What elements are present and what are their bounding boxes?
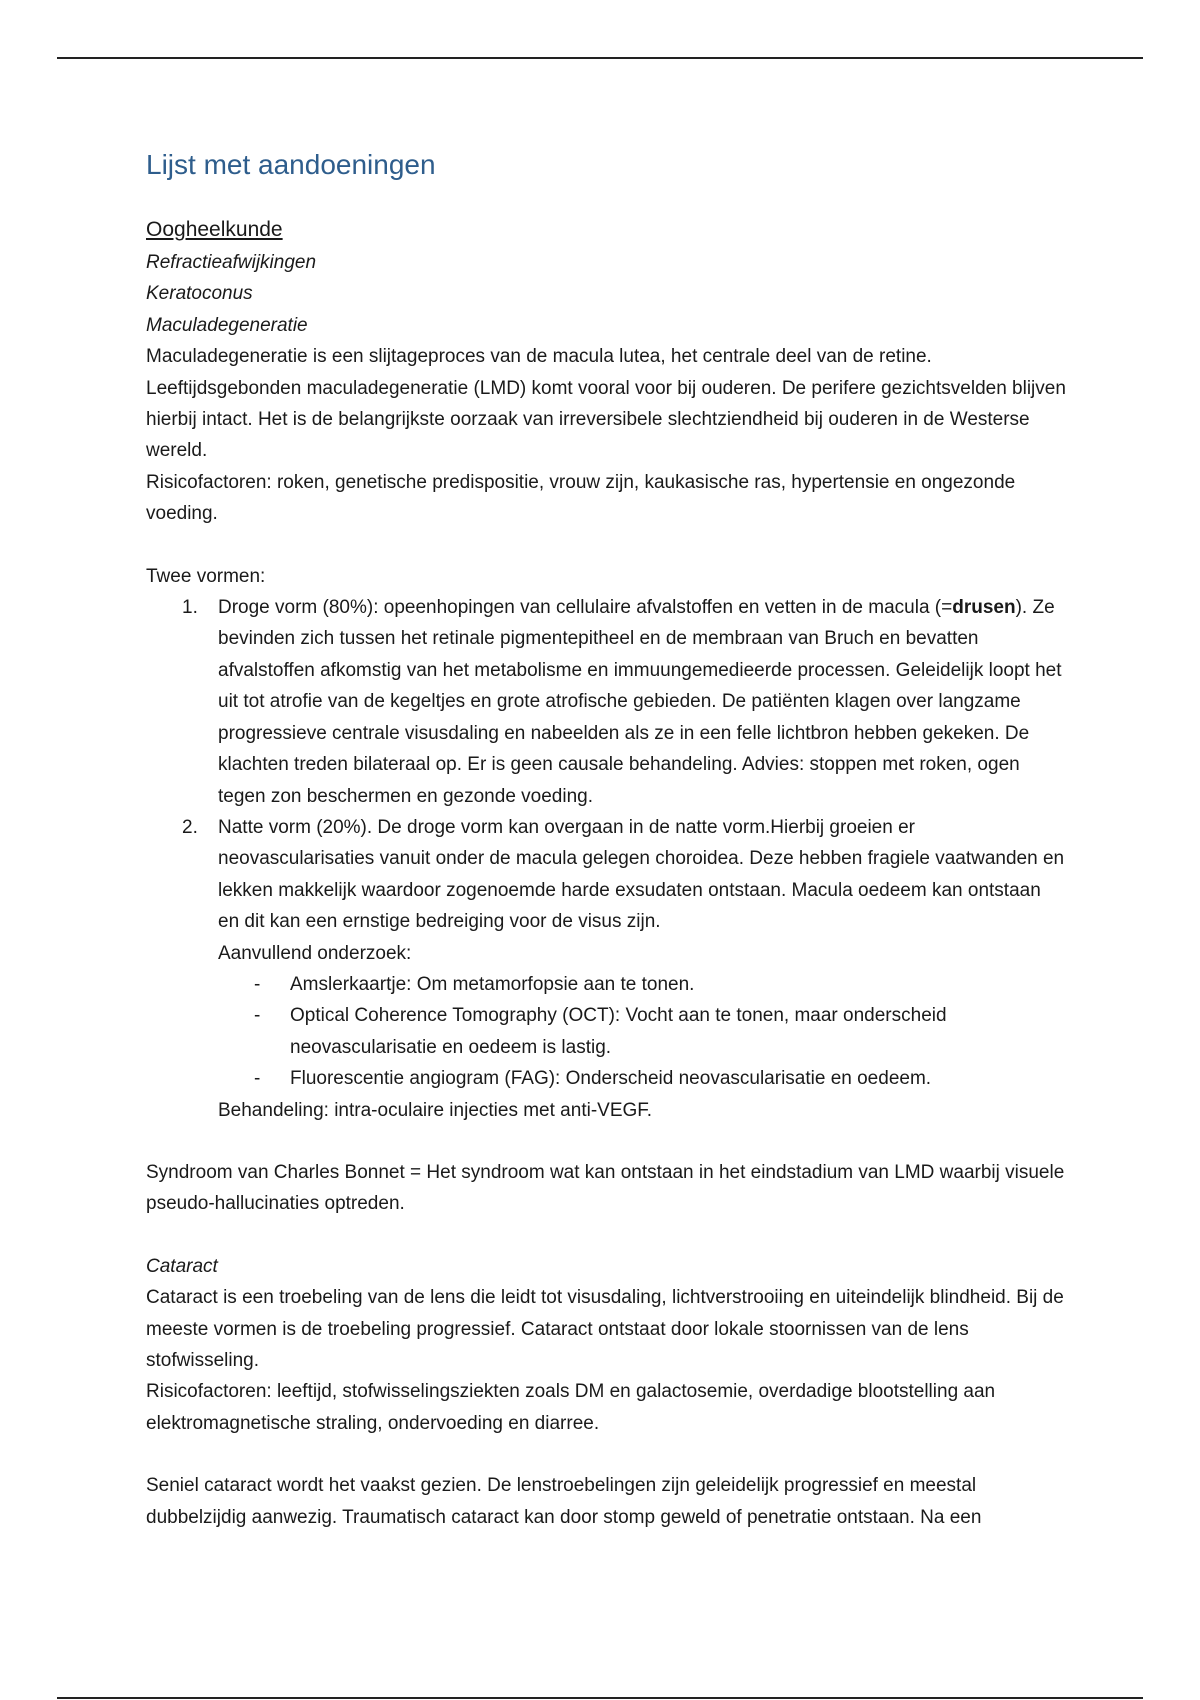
item1-text-a: Droge vorm (80%): opeenhopingen van cellulaire afvalstoffen en vetten in de macula (= (218, 597, 953, 619)
subheading-cataract: Cataract (146, 1255, 218, 1277)
list-item (254, 1000, 1066, 1063)
test-text: Fluorescentie angiogram (FAG): Onderscheid neovascularisatie en oedeem. (290, 1068, 932, 1090)
item2-text: Natte vorm (20%). De droge vorm kan overgaan in de natte vorm.Hierbij groeien er neovascularisaties vanuit onder de macula gelegen choroidea. Deze hebben fragiele vaatwanden en lekken makkelijk waardoor zogenoemde harde exsudaten ontstaan. Macula oedeem kan ontstaan en dit kan een ernstige bedreiging voor de visus zijn. (218, 816, 1065, 933)
list-item (182, 592, 1066, 812)
spacer (146, 1126, 1066, 1157)
spacer (146, 530, 1066, 561)
list-item (254, 1063, 1066, 1094)
two-forms-label: Twee vormen: (146, 565, 266, 587)
header-rule (57, 57, 1143, 59)
bonnet-text: Syndroom van Charles Bonnet = Het syndroom wat kan ontstaan in het eindstadium van LMD waarbij visuele pseudo-hallucinaties optreden. (146, 1161, 1065, 1215)
item1-bold: drusen (952, 597, 1016, 619)
forms-list (146, 592, 1066, 1126)
behandeling-text: Behandeling: intra-oculaire injecties met anti-VEGF. (218, 1099, 653, 1121)
list-number: 2. (182, 816, 198, 838)
subheading-keratoconus: Keratoconus (146, 283, 253, 305)
cataract-risk: Risicofactoren: leeftijd, stofwisselingsziekten zoals DM en galactosemie, overdadige blootstelling aan elektromagnetische straling, ondervoeding en diarree. (146, 1381, 996, 1434)
dash-bullet: - (254, 1005, 261, 1027)
cataract-intro: Cataract is een troebeling van de lens die leidt tot visusdaling, lichtverstrooiing en uiteindelijk blindheid. Bij de meeste vormen is de troebeling progressief. Cataract ontstaat door lokale stoornissen van de lens stofwisseling. (146, 1287, 1064, 1371)
tests-list (218, 969, 1066, 1095)
aanvullend-label: Aanvullend onderzoek: (218, 942, 412, 964)
dash-bullet: - (254, 973, 261, 995)
footer-rule (57, 1697, 1143, 1699)
subheading-macula: Maculadegeneratie (146, 314, 308, 336)
list-item (254, 969, 1066, 1000)
list-number: 1. (182, 597, 198, 619)
subheading-refractie: Refractieafwijkingen (146, 252, 317, 273)
dash-bullet: - (254, 1068, 261, 1090)
macula-intro: Maculadegeneratie is een slijtageproces van de macula lutea, het centrale deel van de retine. Leeftijdsgebonden maculadegeneratie (LMD) komt vooral voor bij ouderen. De perifere gezichtsvelden blijven hierbij intact. Het is de belangrijkste oorzaak van irreversibele slechtziendheid bij ouderen in de Westerse wereld. (146, 346, 1066, 462)
spacer (146, 1220, 1066, 1251)
cataract-seniel: Seniel cataract wordt het vaakst gezien. De lenstroebelingen zijn geleidelijk progressief en meestal dubbelzijdig aanwezig. Traumatisch cataract kan door stomp geweld of penetratie ontstaan. Na een (146, 1475, 982, 1528)
test-text: Amslerkaartje: Om metamorfopsie aan te tonen. (290, 973, 695, 995)
list-item (182, 812, 1066, 1126)
macula-risk: Risicofactoren: roken, genetische predispositie, vrouw zijn, kaukasische ras, hypertensie en ongezonde voeding. (146, 471, 1016, 525)
page-title: Lijst met aandoeningen (146, 149, 436, 180)
item1-text-b: ). Ze bevinden zich tussen het retinale pigmentepitheel en de membraan van Bruch en bevatten afvalstoffen afkomstig van het metabolisme en immuungemedieerde processen. Geleidelijk loopt het uit tot atrofie van de kegeltjes en grote atrofische gebieden. De patiënten klagen over langzame progressieve centrale visusdaling en nabeelden als ze in een felle lichtbron hebben gekeken. De klachten treden bilateraal op. Er is geen causale behandeling. Advies: stoppen met roken, ogen tegen zon beschermen en gezonde voeding. (218, 597, 1062, 807)
section-heading: Oogheelkunde (146, 218, 283, 241)
test-text: Optical Coherence Tomography (OCT): Vocht aan te tonen, maar onderscheid neovascularisatie en oedeem is lastig. (290, 1005, 947, 1058)
document-body (146, 145, 1066, 1533)
spacer (146, 1439, 1066, 1470)
